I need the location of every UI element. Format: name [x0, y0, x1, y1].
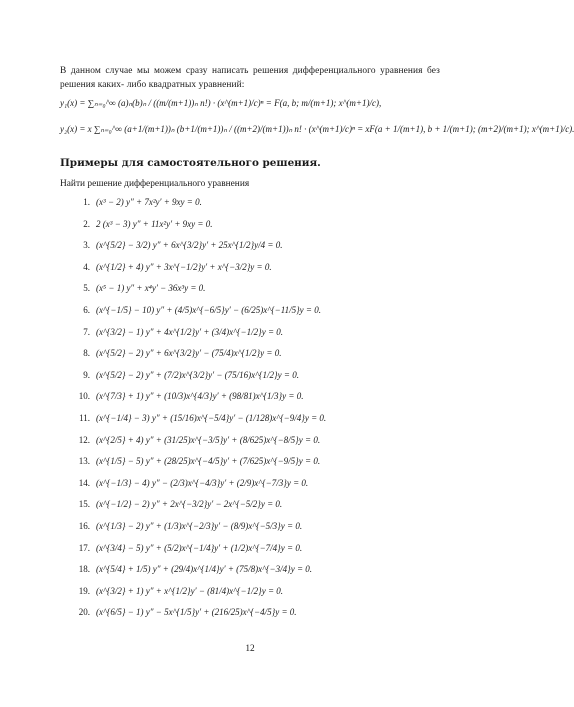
equation-item	[72, 240, 282, 253]
equation-number: 19.	[78, 585, 90, 596]
equation-item	[72, 283, 205, 296]
equation-text: (x^{1/5} − 5) y″ + (28/25)x^{−4/5}y′ + (7/625)x^{−9/5}y = 0.	[96, 456, 321, 467]
equation-text: (x^{−1/4} − 3) y″ + (15/16)x^{−5/4}y′ − (1/128)x^{−9/4}y = 0.	[96, 413, 327, 423]
equation-number: 9.	[83, 369, 90, 380]
equation-number: 7.	[83, 326, 90, 337]
equation-text: (x^{3/4} − 5) y″ + (5/2)x^{−1/4}y′ + (1/2)x^{−7/4}y = 0.	[96, 542, 303, 553]
equation-number: 4.	[83, 261, 90, 272]
equation-number: 17.	[78, 542, 90, 553]
equation-text: (x^{5/4} + 1/5) y″ + (29/4)x^{1/4}y′ + (75/8)x^{−3/4}y = 0.	[96, 564, 313, 575]
equation-item	[72, 327, 283, 340]
equation-item	[72, 543, 302, 556]
equation-number: 5.	[83, 283, 90, 294]
equation-item	[72, 521, 302, 534]
equation-number: 6.	[83, 305, 90, 315]
equation-number: 2.	[83, 218, 90, 229]
equation-item	[72, 499, 282, 512]
equation-item	[72, 478, 308, 491]
equation-text: (x^{6/5} − 1) y″ − 5x^{1/5}y′ + (216/25)x^{−4/5}y = 0.	[96, 607, 297, 618]
equation-text: (x³ − 2) y″ + 7x²y′ + 9xy = 0.	[96, 197, 202, 207]
task-statement: Найти решение дифференциального уравнения	[60, 179, 250, 189]
equation-text: (x^{1/2} + 4) y″ + 3x^{−1/2}y′ + x^{−3/2}y = 0.	[96, 261, 272, 272]
equation-text: (x^{5/2} − 2) y″ + (7/2)x^{3/2}y′ − (75/16)x^{1/2}y = 0.	[96, 369, 299, 380]
equation-text: (x^{2/5} + 4) y″ + (31/25)x^{−3/5}y′ + (8/625)x^{−8/5}y = 0.	[96, 434, 321, 445]
equation-text: (x⁵ − 1) y″ + x⁴y′ − 36x³y = 0.	[96, 283, 206, 294]
equation-item	[72, 607, 297, 620]
equation-number: 8.	[83, 348, 90, 359]
equation-item	[72, 586, 283, 599]
equation-item	[72, 564, 312, 577]
equation-text: (x^{5/2} − 2) y″ + 6x^{3/2}y′ − (75/4)x^{1/2}y = 0.	[96, 348, 282, 359]
equation-number: 16.	[78, 521, 90, 531]
equation-text: (x^{−1/3} − 4) y″ − (2/3)x^{−4/3}y′ + (2/9)x^{−7/3}y = 0.	[96, 477, 309, 488]
equation-item	[72, 456, 320, 469]
equation-number: 10.	[78, 391, 90, 402]
equation-number: 1.	[83, 197, 90, 207]
equation-number: 15.	[78, 499, 90, 510]
equation-item	[72, 219, 212, 232]
section-heading: Примеры для самостоятельного решения.	[60, 157, 321, 169]
equation-item	[72, 435, 320, 448]
equation-number: 13.	[78, 456, 90, 467]
equation-text: (x^{1/3} − 2) y″ + (1/3)x^{−2/3}y′ − (8/9)x^{−5/3}y = 0.	[96, 521, 303, 531]
equation-text: (x^{3/2} + 1) y″ + x^{1/2}y′ − (81/4)x^{−1/2}y = 0.	[96, 585, 284, 596]
equation-item	[72, 370, 299, 383]
formula-y1: y₁(x) = ∑ₙ₌₀^∞ (a)ₙ(b)ₙ / ((m/(m+1))ₙ n!) · (x^(m+1)/c)ⁿ = F(a, b; m/(m+1); x^(m+1)/c),	[60, 98, 382, 108]
equation-text: (x^{3/2} − 1) y″ + 4x^{1/2}y′ + (3/4)x^{−1/2}y = 0.	[96, 326, 284, 337]
equation-text: (x^{−1/2} − 2) y″ + 2x^{−3/2}y′ − 2x^{−5/2}y = 0.	[96, 499, 283, 510]
formula-y2: y₂(x) = x ∑ₙ₌₀^∞ (a+1/(m+1))ₙ (b+1/(m+1))ₙ / ((m+2)/(m+1))ₙ n! · (x^(m+1)/c)ⁿ = xF(a + 1/(m+1), b + 1/(m+1); (m+2)/(m+1); x^(m+1)/c).	[60, 124, 574, 134]
page-number: 12	[245, 644, 255, 654]
equation-item	[72, 197, 202, 210]
equation-number: 3.	[83, 240, 90, 251]
equation-number: 18.	[78, 564, 90, 575]
equation-text: (x^{5/2} − 3/2) y″ + 6x^{3/2}y′ + 25x^{1/2}y/4 = 0.	[96, 240, 283, 251]
equation-text: 2 (x³ − 3) y″ + 11x²y′ + 9xy = 0.	[96, 218, 213, 229]
equation-item	[72, 262, 272, 275]
equation-item	[72, 305, 321, 318]
equation-number: 20.	[78, 607, 90, 618]
equation-number: 14.	[78, 477, 90, 488]
equation-item	[72, 413, 326, 426]
intro-paragraph: В данном случае мы можем сразу написать решения дифференциального уравнения без решения каких- либо квадратных уравнений:	[60, 66, 440, 90]
equation-item	[72, 391, 303, 404]
equation-text: (x^{−1/5} − 10) y″ + (4/5)x^{−6/5}y′ − (6/25)x^{−11/5}y = 0.	[96, 305, 321, 315]
equation-number: 12.	[78, 434, 90, 445]
equation-number: 11.	[79, 413, 90, 423]
equation-item	[72, 348, 281, 361]
equation-text: (x^{7/3} + 1) y″ + (10/3)x^{4/3}y′ + (98/81)x^{1/3}y = 0.	[96, 391, 304, 402]
